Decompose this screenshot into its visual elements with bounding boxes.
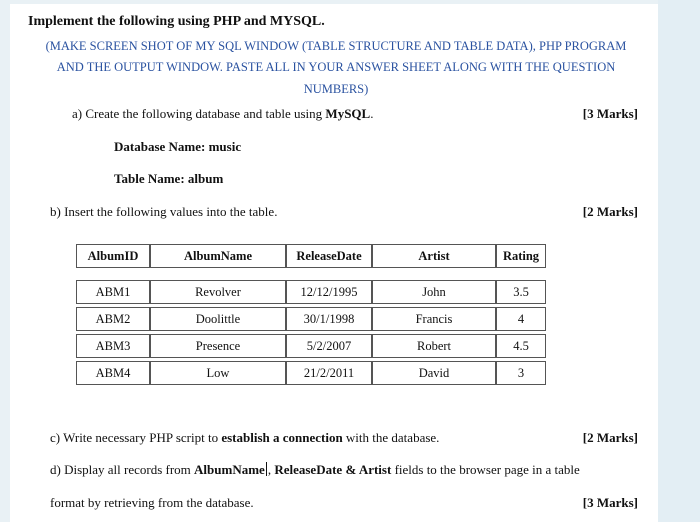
cell-releasedate: 12/12/1995: [286, 280, 372, 304]
table-row: [76, 334, 546, 358]
album-table: [76, 241, 546, 388]
cell-albumname: Doolittle: [150, 307, 286, 331]
question-d-releasedate: ReleaseDate: [274, 462, 343, 477]
question-c-suffix: with the database.: [342, 430, 440, 445]
instruction-line-3: NUMBERS): [303, 82, 369, 96]
text-cursor: [266, 462, 267, 476]
header-albumid: AlbumID: [76, 244, 150, 268]
question-d-artist: Artist: [358, 462, 392, 477]
table-row: [76, 307, 546, 331]
question-c-text: c) Write necessary PHP script to: [50, 430, 222, 445]
question-d-sep: ,: [267, 462, 275, 477]
question-c: [50, 430, 439, 446]
cell-albumname: Presence: [150, 334, 286, 358]
cell-releasedate: 5/2/2007: [286, 334, 372, 358]
header-releasedate: ReleaseDate: [286, 244, 372, 268]
question-d-albumname: AlbumName: [194, 462, 265, 477]
question-b: b) Insert the following values into the table.: [50, 204, 278, 219]
document-page: [10, 4, 658, 522]
question-c-marks: [2 Marks]: [582, 430, 638, 445]
cell-artist: Francis: [372, 307, 496, 331]
question-d-marks: [3 Marks]: [582, 495, 638, 510]
cell-artist: John: [372, 280, 496, 304]
cell-artist: David: [372, 361, 496, 385]
page-title: Implement the following using PHP and MYSQL.: [28, 14, 325, 29]
instruction-line-2: AND THE OUTPUT WINDOW. PASTE ALL IN YOUR ANSWER SHEET ALONG WITH THE QUESTION: [56, 60, 616, 74]
question-a-mysql: MySQL: [325, 106, 371, 121]
question-a: [72, 106, 373, 122]
cell-albumid: ABM4: [76, 361, 150, 385]
table-row: [76, 280, 546, 304]
question-b-marks: [2 Marks]: [582, 204, 638, 219]
header-rating: Rating: [496, 244, 546, 268]
background-strip: [658, 0, 700, 522]
cell-albumname: Low: [150, 361, 286, 385]
question-d: [50, 462, 580, 478]
cell-albumid: ABM2: [76, 307, 150, 331]
cell-artist: Robert: [372, 334, 496, 358]
question-a-marks: [3 Marks]: [582, 106, 638, 121]
table-row: [76, 361, 546, 385]
table-header-row: [76, 244, 546, 268]
cell-rating: 4: [496, 307, 546, 331]
database-name: Database Name: music: [114, 139, 242, 154]
cell-releasedate: 30/1/1998: [286, 307, 372, 331]
cell-albumid: ABM1: [76, 280, 150, 304]
cell-rating: 3: [496, 361, 546, 385]
header-artist: Artist: [372, 244, 496, 268]
cell-rating: 4.5: [496, 334, 546, 358]
question-a-text: a) Create the following database and table using: [72, 106, 326, 121]
cell-albumname: Revolver: [150, 280, 286, 304]
question-d-text: d) Display all records from: [50, 462, 195, 477]
cell-rating: 3.5: [496, 280, 546, 304]
header-albumname: AlbumName: [150, 244, 286, 268]
question-d-suffix: fields to the browser page in a table: [391, 462, 580, 477]
table-name: Table Name: album: [114, 171, 224, 186]
cell-albumid: ABM3: [76, 334, 150, 358]
question-d-amp: &: [342, 462, 359, 477]
question-d-line-2: format by retrieving from the database.: [50, 495, 254, 510]
instruction-line-1: (MAKE SCREEN SHOT OF MY SQL WINDOW (TABLE STRUCTURE AND TABLE DATA), PHP PROGRAM: [45, 39, 627, 53]
question-c-bold: establish a connection: [221, 430, 343, 445]
question-a-period: .: [370, 106, 374, 121]
cell-releasedate: 21/2/2011: [286, 361, 372, 385]
